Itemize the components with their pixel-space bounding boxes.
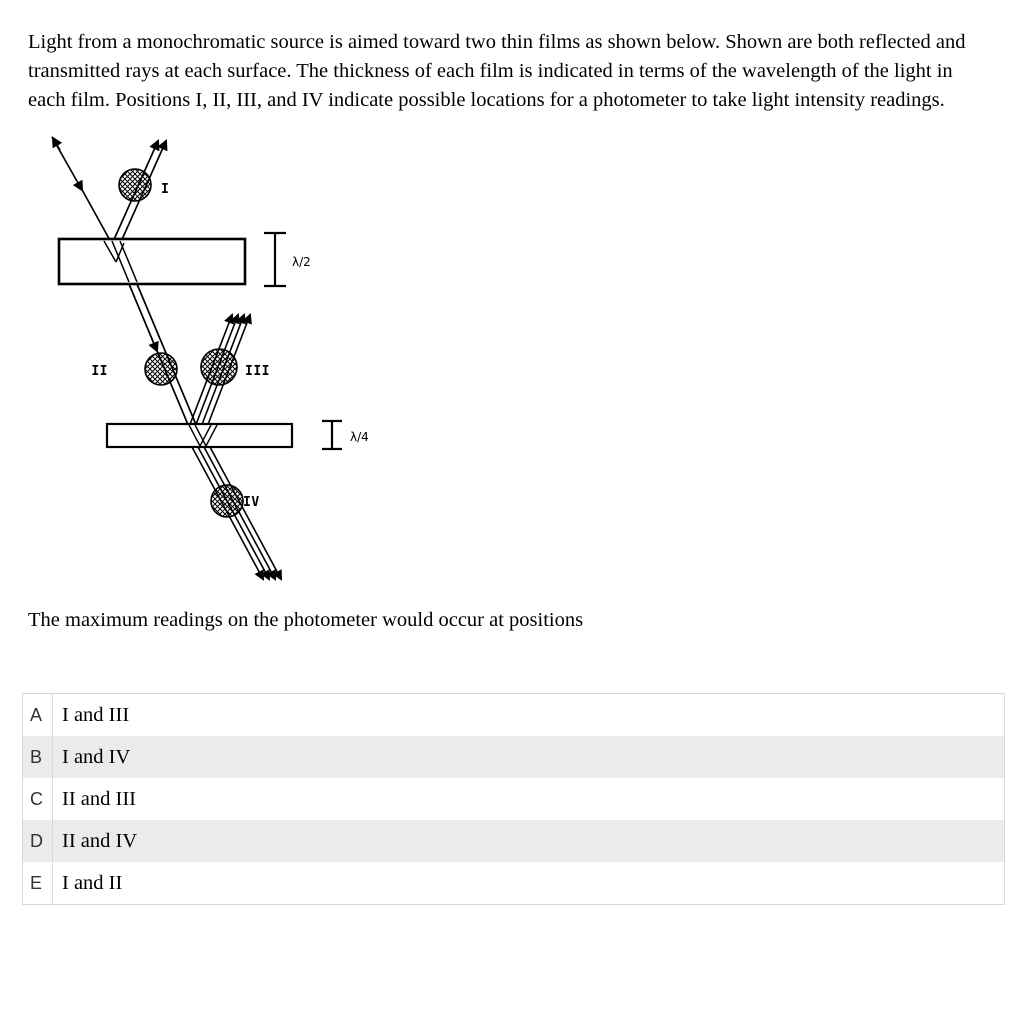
answer-text: I and III <box>62 703 130 726</box>
answer-row-d[interactable] <box>23 820 1004 862</box>
answer-row-a[interactable] <box>23 694 1004 736</box>
photometer-position-2 <box>145 353 177 385</box>
photometer-position-1 <box>119 169 151 201</box>
position-2-label: II <box>91 364 108 379</box>
film1-thickness-indicator <box>264 233 286 286</box>
answer-text: I and IV <box>62 745 131 768</box>
photometer-position-4 <box>211 485 243 517</box>
incident-ray <box>52 137 112 244</box>
answer-row-c[interactable] <box>23 778 1004 820</box>
answer-text: II and III <box>62 787 136 810</box>
answer-row-e[interactable] <box>23 862 1004 904</box>
answer-text: II and IV <box>62 829 138 852</box>
answer-text: I and II <box>62 871 123 894</box>
film2-thickness-indicator <box>322 421 342 449</box>
answer-table <box>22 693 1005 905</box>
position-3-label: III <box>245 364 270 379</box>
answer-letter: D <box>23 820 53 862</box>
position-1-label: I <box>161 182 170 197</box>
answer-letter: A <box>23 694 53 736</box>
film-1 <box>59 239 245 284</box>
film2-thickness-label: λ/4 <box>350 430 369 444</box>
film1-thickness-label: λ/2 <box>292 255 311 269</box>
answer-letter: B <box>23 736 53 778</box>
thin-film-diagram <box>30 129 430 599</box>
photometer-position-3 <box>201 349 237 385</box>
answer-letter: C <box>23 778 53 820</box>
thin-film-diagram-svg <box>30 129 430 599</box>
answer-letter: E <box>23 862 53 904</box>
question-prompt: The maximum readings on the photometer would occur at positions <box>28 609 584 631</box>
answer-row-b[interactable] <box>23 736 1004 778</box>
question-intro: Light from a monochromatic source is aimed toward two thin films as shown below. Shown are both reflected and transmitted rays at each surface. The thickness of each film is indicated in terms of the wavelength of the light in each film. Positions I, II, III, and IV indicate possible locations for a photometer to take light intensity readings. <box>28 31 966 111</box>
position-4-label: IV <box>243 495 260 510</box>
